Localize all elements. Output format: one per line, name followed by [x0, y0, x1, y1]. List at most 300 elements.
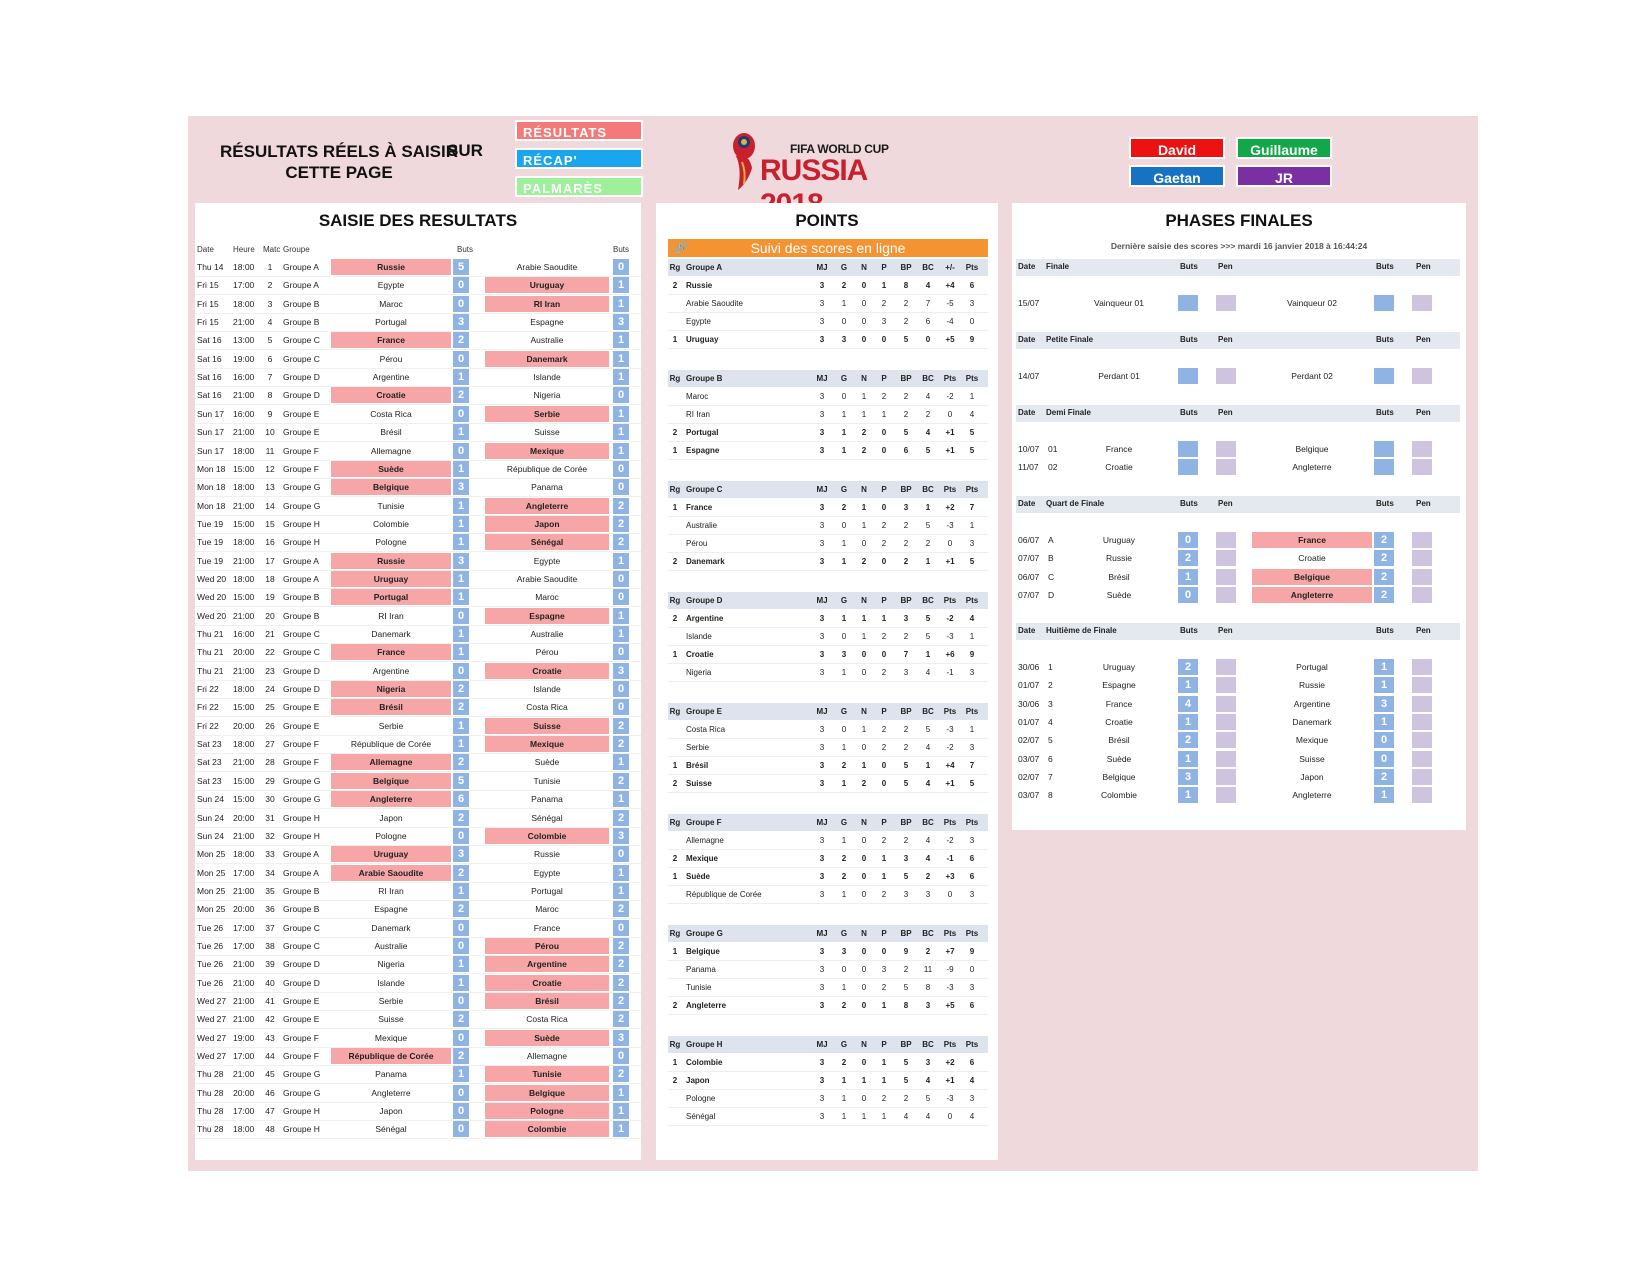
home-penalty-input[interactable] — [1216, 787, 1236, 803]
away-score-input[interactable]: 1 — [1374, 714, 1394, 730]
match-time: 15:00 — [233, 592, 255, 603]
home-penalty-input[interactable] — [1216, 587, 1236, 603]
away-score-input[interactable]: 1 — [613, 883, 629, 899]
home-team: Allemagne — [370, 445, 412, 456]
home-score-input[interactable]: 2 — [453, 681, 469, 697]
team-stat: 3 — [819, 632, 825, 641]
match-date: Mon 18 — [197, 482, 226, 493]
away-team: Colombie — [485, 828, 609, 844]
away-score-input[interactable]: 2 — [613, 498, 629, 514]
stat-header: MJ — [816, 263, 828, 272]
player-david-button[interactable]: David — [1129, 137, 1225, 159]
team-stat: 3 — [819, 1001, 825, 1010]
team-stat: 2 — [861, 428, 867, 437]
team-stat: 1 — [861, 632, 867, 641]
home-score-input[interactable]: 2 — [453, 865, 469, 881]
home-penalty-input[interactable] — [1216, 714, 1236, 730]
away-score-input[interactable]: 3 — [1374, 696, 1394, 712]
home-penalty-input[interactable] — [1216, 659, 1236, 675]
team-name: Mexique — [686, 854, 719, 863]
home-score-input[interactable]: 2 — [453, 810, 469, 826]
match-time: 21:00 — [233, 959, 255, 970]
away-penalty-input[interactable] — [1412, 441, 1432, 457]
away-score-input[interactable]: 2 — [613, 810, 629, 826]
away-score-input[interactable]: 2 — [613, 773, 629, 789]
pen-label: Pen — [1218, 626, 1233, 635]
away-score-input[interactable]: 1 — [1374, 659, 1394, 675]
away-score-input[interactable]: 0 — [1374, 751, 1394, 767]
away-score-input[interactable]: 1 — [613, 351, 629, 367]
away-score-input[interactable]: 0 — [613, 846, 629, 862]
team-stat: 1 — [861, 410, 867, 419]
away-score-input[interactable]: 0 — [613, 259, 629, 275]
away-score-input[interactable]: 1 — [613, 406, 629, 422]
away-score-input[interactable]: 2 — [613, 534, 629, 550]
group-name: Groupe F — [686, 818, 722, 827]
away-score-input[interactable]: 1 — [1374, 787, 1394, 803]
away-score-input[interactable]: 1 — [613, 791, 629, 807]
away-score-input[interactable]: 2 — [613, 516, 629, 532]
away-score-input[interactable]: 1 — [613, 296, 629, 312]
home-penalty-input[interactable] — [1216, 569, 1236, 585]
team-name: Croatie — [686, 650, 714, 659]
away-team: Belgique — [1252, 569, 1372, 585]
away-score-input[interactable]: 0 — [613, 479, 629, 495]
away-penalty-input[interactable] — [1412, 714, 1432, 730]
match-date: 01/07 — [1018, 716, 1040, 727]
team-name: Egypte — [686, 317, 711, 326]
away-score-input[interactable]: 2 — [1374, 769, 1394, 785]
home-score-input[interactable]: 1 — [453, 626, 469, 642]
home-score-input[interactable]: 0 — [453, 1121, 469, 1137]
home-score-input[interactable]: 2 — [453, 901, 469, 917]
team-name: Colombie — [686, 1058, 723, 1067]
home-score-input[interactable]: 3 — [453, 314, 469, 330]
match-time: 20:00 — [233, 647, 255, 658]
away-penalty-input[interactable] — [1412, 732, 1432, 748]
match-time: 17:00 — [233, 1106, 255, 1117]
team-name: Espagne — [686, 446, 720, 455]
standing-row — [668, 295, 988, 313]
away-score-input[interactable]: 1 — [613, 754, 629, 770]
home-score-input[interactable]: 0 — [453, 1085, 469, 1101]
home-score-input[interactable]: 0 — [1178, 532, 1198, 548]
away-score-input[interactable]: 1 — [613, 1085, 629, 1101]
match-row — [195, 901, 641, 919]
home-score-input[interactable]: 0 — [453, 920, 469, 936]
away-penalty-input[interactable] — [1412, 459, 1432, 475]
team-stat: 2 — [881, 668, 887, 677]
home-score-input[interactable]: 1 — [453, 956, 469, 972]
match-code: D — [1048, 589, 1055, 600]
home-score-input[interactable] — [1178, 459, 1198, 475]
away-team: Sénégal — [531, 812, 563, 823]
home-score-input[interactable]: 0 — [453, 443, 469, 459]
match-number: 32 — [265, 830, 275, 841]
home-penalty-input[interactable] — [1216, 751, 1236, 767]
away-score-input[interactable]: 2 — [613, 993, 629, 1009]
match-group: Groupe G — [283, 794, 321, 805]
home-score-input[interactable]: 4 — [1178, 696, 1198, 712]
match-date: Tue 19 — [197, 537, 224, 548]
team-stat: 1 — [861, 521, 867, 530]
home-team: Brésil — [331, 699, 451, 715]
away-team: Islande — [533, 372, 561, 383]
away-score-input[interactable]: 0 — [613, 920, 629, 936]
away-penalty-input[interactable] — [1412, 677, 1432, 693]
away-score-input[interactable]: 0 — [1374, 732, 1394, 748]
home-score-input[interactable]: 0 — [453, 938, 469, 954]
away-score-input[interactable]: 1 — [613, 277, 629, 293]
team-stat: 2 — [861, 446, 867, 455]
rank-header-label: Rg — [669, 818, 681, 827]
home-score-input[interactable]: 2 — [1178, 732, 1198, 748]
match-time: 20:00 — [233, 1087, 255, 1098]
match-number: 7 — [267, 372, 273, 383]
section-date-label: Date — [1018, 499, 1036, 508]
home-score-input[interactable]: 1 — [453, 571, 469, 587]
home-score-input[interactable]: 1 — [453, 369, 469, 385]
home-score-input[interactable]: 1 — [453, 589, 469, 605]
rank-header-label: Rg — [669, 374, 681, 383]
away-penalty-input[interactable] — [1412, 751, 1432, 767]
match-date: Fri 15 — [197, 298, 219, 309]
away-team: Japon — [485, 516, 609, 532]
away-score-input[interactable]: 0 — [613, 1048, 629, 1064]
away-score-input[interactable]: 2 — [1374, 569, 1394, 585]
team-stat: 3 — [819, 392, 825, 401]
away-score-input[interactable]: 1 — [613, 553, 629, 569]
home-score-input[interactable]: 1 — [453, 534, 469, 550]
home-score-input[interactable]: 0 — [453, 296, 469, 312]
away-penalty-input[interactable] — [1412, 550, 1432, 566]
home-score-input[interactable]: 1 — [1178, 677, 1198, 693]
away-penalty-input[interactable] — [1412, 587, 1432, 603]
away-score-input[interactable]: 2 — [1374, 532, 1394, 548]
home-penalty-input[interactable] — [1216, 441, 1236, 457]
home-penalty-input[interactable] — [1216, 677, 1236, 693]
away-score-input[interactable]: 2 — [613, 1011, 629, 1027]
match-row — [195, 1066, 641, 1084]
home-score-input[interactable]: 1 — [453, 736, 469, 752]
match-number: 39 — [265, 959, 275, 970]
home-score-input[interactable]: 2 — [453, 699, 469, 715]
away-score-input[interactable]: 2 — [1374, 550, 1394, 566]
match-row — [195, 1011, 641, 1029]
away-penalty-input[interactable] — [1412, 295, 1432, 311]
stat-header: Pts — [965, 818, 979, 827]
stat-header: MJ — [816, 485, 828, 494]
away-penalty-input[interactable] — [1412, 368, 1432, 384]
stat-header: N — [861, 263, 867, 272]
team-rank: 1 — [672, 1058, 678, 1067]
home-score-input[interactable]: 1 — [453, 975, 469, 991]
match-code: 1 — [1048, 662, 1053, 672]
match-date: Sat 16 — [197, 390, 222, 401]
home-score-input[interactable]: 0 — [453, 351, 469, 367]
home-team: Nigeria — [331, 681, 451, 697]
away-score-input[interactable]: 2 — [613, 956, 629, 972]
away-score-input[interactable]: 2 — [613, 938, 629, 954]
finals-match-row — [1016, 751, 1460, 768]
away-score-input[interactable] — [1374, 441, 1394, 457]
stat-header: BC — [922, 707, 934, 716]
finals-match-row — [1016, 769, 1460, 786]
home-penalty-input[interactable] — [1216, 769, 1236, 785]
away-score-input[interactable]: 0 — [613, 699, 629, 715]
team-stat: 7 — [925, 299, 931, 308]
home-penalty-input[interactable] — [1216, 368, 1236, 384]
match-row — [195, 296, 641, 314]
match-date: Sat 16 — [197, 335, 222, 346]
match-row — [195, 571, 641, 589]
home-score-input[interactable]: 2 — [1178, 550, 1198, 566]
home-score-input[interactable]: 1 — [1178, 751, 1198, 767]
away-score-input[interactable]: 3 — [613, 314, 629, 330]
away-penalty-input[interactable] — [1412, 696, 1432, 712]
away-team: Pérou — [535, 647, 559, 658]
player-guillaume-button[interactable]: Guillaume — [1236, 137, 1332, 159]
section-date-label: Date — [1018, 262, 1036, 271]
home-score-input[interactable]: 1 — [1178, 569, 1198, 585]
standing-row — [668, 1108, 988, 1126]
away-score-input[interactable]: 2 — [613, 901, 629, 917]
team-stat: -3 — [946, 725, 954, 734]
away-penalty-input[interactable] — [1412, 569, 1432, 585]
away-score-input[interactable]: 1 — [613, 424, 629, 440]
match-number: 33 — [265, 849, 275, 860]
away-penalty-input[interactable] — [1412, 659, 1432, 675]
home-score-input[interactable]: 0 — [453, 828, 469, 844]
match-number: 14 — [265, 500, 275, 511]
home-team: Danemark — [371, 629, 411, 639]
home-score-input[interactable]: 1 — [453, 424, 469, 440]
away-score-input[interactable]: 3 — [613, 663, 629, 679]
away-score-input[interactable]: 3 — [613, 1030, 629, 1046]
home-score-input[interactable]: 0 — [453, 663, 469, 679]
match-row — [195, 810, 641, 828]
stat-header: BP — [900, 707, 912, 716]
away-score-input[interactable]: 0 — [613, 387, 629, 403]
match-group: Groupe C — [283, 922, 320, 933]
home-penalty-input[interactable] — [1216, 696, 1236, 712]
home-team: Angleterre — [331, 791, 451, 807]
away-score-input[interactable] — [1374, 295, 1394, 311]
match-date: Thu 21 — [197, 647, 224, 658]
away-team: Russie — [534, 849, 560, 860]
home-score-input[interactable]: 2 — [453, 387, 469, 403]
match-number: 6 — [267, 353, 273, 364]
home-score-input[interactable]: 1 — [453, 461, 469, 477]
team-stat: 2 — [841, 761, 847, 770]
home-score-input[interactable]: 2 — [453, 1011, 469, 1027]
away-score-input[interactable]: 0 — [613, 589, 629, 605]
finals-section-header — [1016, 496, 1460, 513]
link-icon: 🔗 — [674, 242, 688, 254]
away-score-input[interactable]: 3 — [613, 828, 629, 844]
match-group: Groupe E — [283, 427, 320, 438]
away-score-input[interactable]: 1 — [613, 1121, 629, 1137]
away-score-input[interactable] — [1374, 459, 1394, 475]
home-score-input[interactable] — [1178, 368, 1198, 384]
away-score-input[interactable]: 1 — [613, 332, 629, 348]
home-score-input[interactable]: 1 — [453, 498, 469, 514]
team-stat: 0 — [861, 650, 867, 659]
away-penalty-input[interactable] — [1412, 787, 1432, 803]
match-group: Groupe B — [283, 317, 320, 328]
team-stat: 9 — [903, 947, 909, 956]
match-date: 11/07 — [1018, 462, 1039, 473]
stat-header: Pts — [965, 374, 979, 383]
stat-header: BC — [922, 596, 934, 605]
away-score-input[interactable]: 2 — [1374, 587, 1394, 603]
match-group: Groupe C — [283, 647, 320, 658]
home-team: Japon — [379, 1106, 403, 1117]
home-penalty-input[interactable] — [1216, 459, 1236, 475]
away-score-input[interactable] — [1374, 368, 1394, 384]
points-panel — [656, 203, 998, 1160]
home-score-input[interactable]: 3 — [453, 479, 469, 495]
away-score-input[interactable]: 2 — [613, 736, 629, 752]
away-score-input[interactable]: 2 — [613, 1066, 629, 1082]
match-date: Wed 20 — [197, 592, 227, 603]
player-gaetan-button[interactable]: Gaetan — [1129, 165, 1225, 187]
away-score-input[interactable]: 1 — [613, 608, 629, 624]
home-score-input[interactable]: 0 — [453, 277, 469, 293]
team-stat: 3 — [819, 614, 825, 623]
match-code: 2 — [1048, 680, 1053, 691]
away-score-input[interactable]: 1 — [613, 443, 629, 459]
nav-resultats-button[interactable]: RÉSULTATS — [515, 120, 643, 141]
standing-row — [668, 832, 988, 850]
home-score-input[interactable]: 1 — [453, 644, 469, 660]
away-score-input[interactable]: 1 — [613, 369, 629, 385]
match-date: Tue 19 — [197, 518, 224, 529]
home-score-input[interactable]: 5 — [453, 259, 469, 275]
team-stat: 3 — [819, 410, 825, 419]
live-scores-banner[interactable] — [668, 239, 988, 257]
nav-recap-button[interactable]: RÉCAP' — [515, 148, 643, 169]
home-team: Tunisie — [377, 500, 405, 511]
away-score-input[interactable]: 1 — [613, 1103, 629, 1119]
standing-row — [668, 886, 988, 904]
finals-panel — [1012, 203, 1466, 830]
buts-label: Buts — [1376, 408, 1394, 417]
match-number: 11 — [265, 445, 275, 456]
home-score-input[interactable]: 0 — [1178, 587, 1198, 603]
standing-row — [668, 517, 988, 535]
home-score-input[interactable]: 3 — [453, 846, 469, 862]
team-stat: 3 — [819, 299, 825, 308]
away-penalty-input[interactable] — [1412, 532, 1432, 548]
home-team: Belgique — [331, 773, 451, 789]
home-score-input[interactable]: 0 — [453, 608, 469, 624]
player-jr-button[interactable]: JR — [1236, 165, 1332, 187]
standing-row — [668, 277, 988, 295]
rank-header-label: Rg — [669, 929, 681, 938]
nav-palmares-button[interactable]: PALMARÈS — [515, 176, 643, 197]
away-score-input[interactable]: 1 — [1374, 677, 1394, 693]
away-team: Brésil — [485, 993, 609, 1009]
home-score-input[interactable]: 0 — [453, 1103, 469, 1119]
team-name: Nigeria — [686, 668, 712, 677]
match-date: Mon 25 — [197, 904, 226, 915]
standing-row — [668, 739, 988, 757]
team-stat: 3 — [903, 614, 909, 623]
away-score-input[interactable]: 2 — [613, 718, 629, 734]
home-team: Costa Rica — [370, 408, 412, 419]
home-score-input[interactable]: 2 — [1178, 659, 1198, 675]
home-score-input[interactable]: 0 — [453, 993, 469, 1009]
home-score-input[interactable]: 3 — [453, 553, 469, 569]
home-score-input[interactable]: 2 — [453, 754, 469, 770]
home-score-input[interactable]: 1 — [453, 1066, 469, 1082]
home-score-input[interactable] — [1178, 441, 1198, 457]
home-score-input[interactable]: 2 — [453, 1048, 469, 1064]
team-stat: 3 — [841, 335, 847, 344]
home-team: Egypte — [377, 280, 405, 291]
team-stat: 1 — [861, 1112, 867, 1121]
away-score-input[interactable]: 1 — [613, 865, 629, 881]
home-score-input[interactable]: 0 — [453, 406, 469, 422]
away-score-input[interactable]: 0 — [613, 461, 629, 477]
home-score-input[interactable]: 2 — [453, 332, 469, 348]
home-penalty-input[interactable] — [1216, 550, 1236, 566]
team-stat: 3 — [969, 299, 975, 308]
away-score-input[interactable]: 0 — [613, 644, 629, 660]
away-score-input[interactable]: 0 — [613, 571, 629, 587]
team-stat: 0 — [841, 632, 847, 641]
home-score-input[interactable]: 1 — [453, 516, 469, 532]
home-score-input[interactable]: 0 — [453, 1030, 469, 1046]
home-penalty-input[interactable] — [1216, 295, 1236, 311]
standing-row — [668, 775, 988, 793]
stat-header: Pts — [965, 485, 979, 494]
team-stat: -4 — [946, 317, 954, 326]
team-stat: 2 — [841, 1001, 847, 1010]
home-score-input[interactable]: 6 — [453, 791, 469, 807]
home-penalty-input[interactable] — [1216, 532, 1236, 548]
home-score-input[interactable]: 3 — [1178, 769, 1198, 785]
match-group: Groupe G — [283, 775, 321, 786]
rank-header-label: Rg — [669, 707, 681, 716]
match-time: 21:00 — [233, 996, 255, 1006]
home-score-input[interactable] — [1178, 295, 1198, 311]
away-score-input[interactable]: 2 — [613, 975, 629, 991]
team-stat: 6 — [925, 317, 931, 326]
match-date: Tue 26 — [197, 977, 224, 988]
away-penalty-input[interactable] — [1412, 769, 1432, 785]
match-date: Wed 20 — [197, 610, 227, 621]
home-score-input[interactable]: 1 — [453, 883, 469, 899]
stat-header: MJ — [816, 818, 828, 827]
match-group: Groupe C — [283, 940, 320, 951]
home-penalty-input[interactable] — [1216, 732, 1236, 748]
standing-row — [668, 499, 988, 517]
home-score-input[interactable]: 1 — [453, 718, 469, 734]
finals-section-header — [1016, 623, 1460, 640]
home-team: Brésil — [380, 427, 402, 438]
home-score-input[interactable]: 1 — [1178, 787, 1198, 803]
match-number: 2 — [267, 280, 273, 291]
home-score-input[interactable]: 1 — [1178, 714, 1198, 730]
away-score-input[interactable]: 0 — [613, 681, 629, 697]
match-number: 40 — [265, 977, 275, 988]
match-group: Groupe F — [283, 1051, 319, 1062]
match-group: Groupe H — [283, 537, 320, 548]
home-score-input[interactable]: 5 — [453, 773, 469, 789]
away-score-input[interactable]: 1 — [613, 626, 629, 642]
